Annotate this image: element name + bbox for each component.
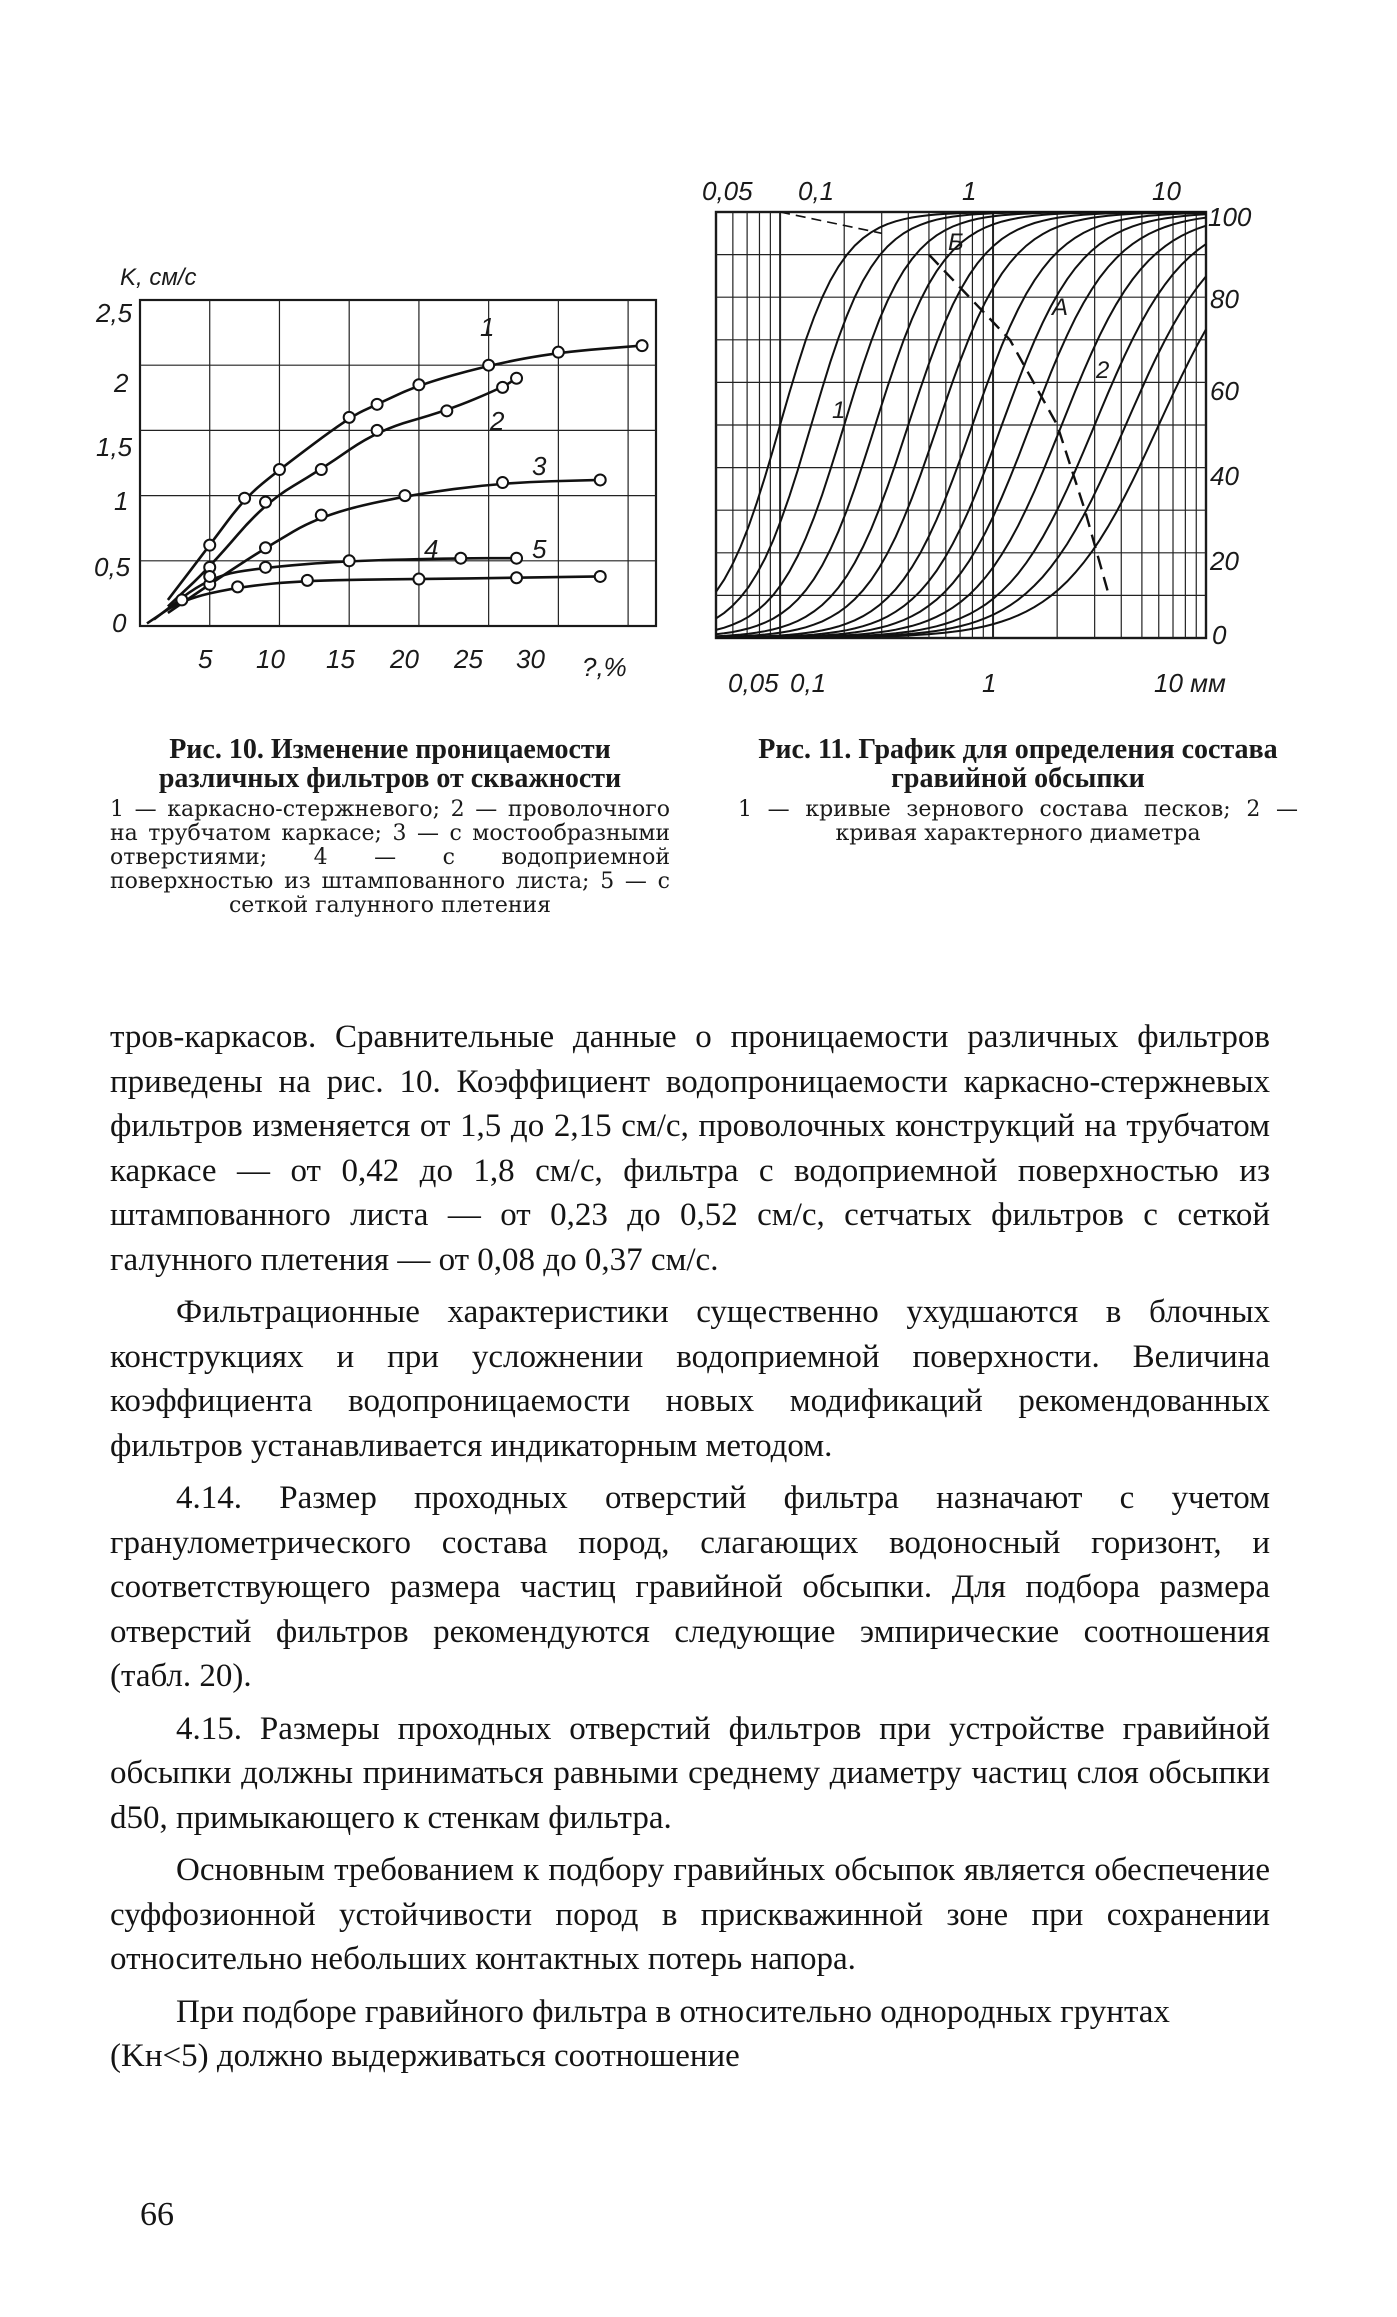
page-number: 66: [140, 2196, 174, 2233]
fig11-zone-label-b: Б: [948, 229, 964, 256]
fig10-x-ticks: [198, 644, 545, 674]
fig10-y-tick: 2: [114, 368, 129, 398]
fig10-y-tick: 2,5: [96, 298, 133, 328]
fig10-curve-2: [168, 378, 517, 606]
fig10-y-tick: 1,5: [96, 432, 133, 462]
fig10-point: [511, 572, 522, 583]
fig10-point: [441, 405, 452, 416]
fig11-curve-label-2: 2: [1096, 357, 1110, 384]
fig10-point: [372, 399, 383, 410]
figure-10-caption-title: Рис. 10. Изменение проницаемости различных фильтров от скважности: [158, 734, 622, 794]
fig10-point: [595, 571, 606, 582]
fig10-x-axis-unit: ?,%: [582, 652, 627, 682]
fig10-point: [274, 464, 285, 475]
fig11-top-tick: 0,05: [702, 176, 753, 206]
fig10-point: [483, 360, 494, 371]
fig11-bottom-tick: 0,05: [728, 668, 779, 698]
fig10-curve-1: [168, 346, 642, 600]
fig10-point: [260, 542, 271, 553]
fig10-point: [511, 553, 522, 564]
fig11-right-tick: 80: [1210, 284, 1239, 314]
fig10-point: [204, 571, 215, 582]
fig10-point: [232, 581, 243, 592]
fig10-curve-label: 1: [480, 312, 495, 342]
body-paragraph: Фильтрационные характеристики существенно ухудшаются в блочных конструкциях и при усложнении водоприемной поверхности. Величина коэффициента водопроницаемости новых модификаций рекомендованных фильтров устанавливается индикаторным методом.: [110, 1294, 1270, 1464]
fig11-curve-label-1: 1: [832, 397, 846, 424]
body-paragraph: При подборе гравийного фильтра в относительно однородных грунтах (Kн<5) должно выдерживаться соотношение: [110, 1993, 1170, 2074]
fig10-point: [260, 497, 271, 508]
fig11-bottom-tick: 0,1: [790, 668, 827, 698]
figure-11-caption-title: Рис. 11. График для определения состава гравийной обсыпки: [758, 734, 1278, 794]
fig10-point: [204, 540, 215, 551]
fig10-y-tick: 1: [114, 486, 129, 516]
fig10-point: [413, 574, 424, 585]
fig10-point: [302, 575, 313, 586]
body-paragraph: Основным требованием к подбору гравийных обсыпок является обеспечение суффозионной устойчивости пород в прискважинной зоне при сохранении относительно небольших контактных потерь напора.: [110, 1852, 1270, 1977]
fig11-right-tick: 60: [1210, 376, 1239, 406]
fig11-bottom-tick: 1: [982, 668, 997, 698]
fig10-x-tick: 10: [256, 644, 285, 674]
fig10-point: [399, 490, 410, 501]
fig10-point: [260, 562, 271, 573]
fig11-right-tick: 40: [1210, 461, 1239, 491]
fig11-top-tick: 0,1: [798, 176, 835, 206]
fig10-curve-labels: [424, 312, 547, 564]
fig10-curve-label: 5: [532, 534, 547, 564]
figure-10-caption-legend: 1 — каркасно-стержневого; 2 — проволочного на трубчатом каркасе; 3 — с мостообразными отверстиями; 4 — с водоприемной поверхностью из штампованного листа; 5 — с сеткой галунного плетения: [110, 797, 670, 918]
fig11-zone-label-a: А: [1052, 294, 1069, 321]
fig11-top-tick: 1: [962, 176, 977, 206]
fig10-point: [497, 477, 508, 488]
fig10-point: [316, 464, 327, 475]
fig10-point: [553, 347, 564, 358]
body-text: [110, 1015, 1270, 2079]
figure-11-chart: [700, 160, 1300, 720]
figure-11-caption-legend: 1 — кривые зернового состава песков; 2 — кривая характерного диаметра: [738, 797, 1298, 846]
fig11-right-tick: 0: [1212, 620, 1227, 650]
fig10-x-tick: 30: [516, 644, 545, 674]
fig11-grain-curve: [716, 244, 1206, 638]
fig10-point: [344, 412, 355, 423]
fig10-curve-label: 3: [532, 451, 547, 481]
fig10-y-ticks: [94, 298, 133, 638]
figure-11-caption: [738, 735, 1298, 846]
fig10-y-axis-unit: K, см/с: [120, 264, 197, 291]
fig10-point: [176, 594, 187, 605]
fig10-point: [455, 553, 466, 564]
figure-10-caption: [110, 735, 670, 918]
fig11-grain-curve: [716, 212, 1206, 630]
fig11-right-ticks: [1208, 202, 1252, 650]
fig10-y-tick: 0,5: [94, 552, 131, 582]
fig10-point: [497, 382, 508, 393]
fig10-point: [637, 340, 648, 351]
fig10-x-tick: 25: [454, 644, 483, 674]
fig10-x-tick: 5: [198, 644, 213, 674]
fig11-top-tick: 10: [1152, 176, 1181, 206]
fig10-x-tick: 15: [326, 644, 355, 674]
fig10-point: [344, 555, 355, 566]
fig10-point: [316, 510, 327, 521]
fig11-grain-curve: [716, 212, 1206, 618]
fig11-bottom-ticks: [728, 668, 1226, 698]
fig10-point: [372, 425, 383, 436]
fig11-top-ticks: [702, 176, 1181, 206]
fig10-point: [239, 493, 250, 504]
fig10-points: [176, 340, 647, 605]
body-paragraph: 4.15. Размеры проходных отверстий фильтров при устройстве гравийной обсыпки должны приниматься равными среднему диаметру частиц слоя обсыпки d50, примыкающего к стенкам фильтра.: [110, 1710, 1270, 1836]
fig10-point: [595, 474, 606, 485]
body-paragraph: тров-каркасов. Сравнительные данные о проницаемости различных фильтров приведены на рис. 10. Коэффициент водопроницаемости каркасно-стержневых фильтров изменяется от 1,5 до 2,15 см/с, проволочных конструкций на трубчатом каркасе — от 0,42 до 1,8 см/с, фильтра с водоприемной поверхностью из штампованного листа — от 0,23 до 0,52 см/с, сетчатых фильтров с сеткой галунного плетения — от 0,08 до 0,37 см/с.: [110, 1019, 1270, 1278]
figure-10-chart: [94, 240, 690, 710]
fig10-point: [413, 379, 424, 390]
fig11-right-tick: 20: [1210, 546, 1239, 576]
fig11-grain-curve: [716, 212, 1206, 592]
fig10-curve-label: 2: [490, 406, 505, 436]
body-paragraph: 4.14. Размер проходных отверстий фильтра назначают с учетом гранулометрического состава пород, слагающих водоносный горизонт, и соответствующего размера частиц гравийной обсыпки. Для подбора размера отверстий фильтров рекомендуются следующие эмпирические соотношения (табл. 20).: [110, 1480, 1270, 1694]
fig10-curve-label: 4: [424, 534, 439, 564]
fig11-right-tick: 100: [1208, 202, 1252, 232]
fig10-curves: [147, 346, 642, 624]
fig10-y-tick: 0: [112, 608, 127, 638]
fig10-x-tick: 20: [390, 644, 419, 674]
fig10-point: [511, 373, 522, 384]
fig11-bottom-tick: 10 мм: [1154, 668, 1226, 698]
fig11-grain-curve: [716, 329, 1206, 638]
fig11-zone-boundary: [780, 212, 882, 233]
